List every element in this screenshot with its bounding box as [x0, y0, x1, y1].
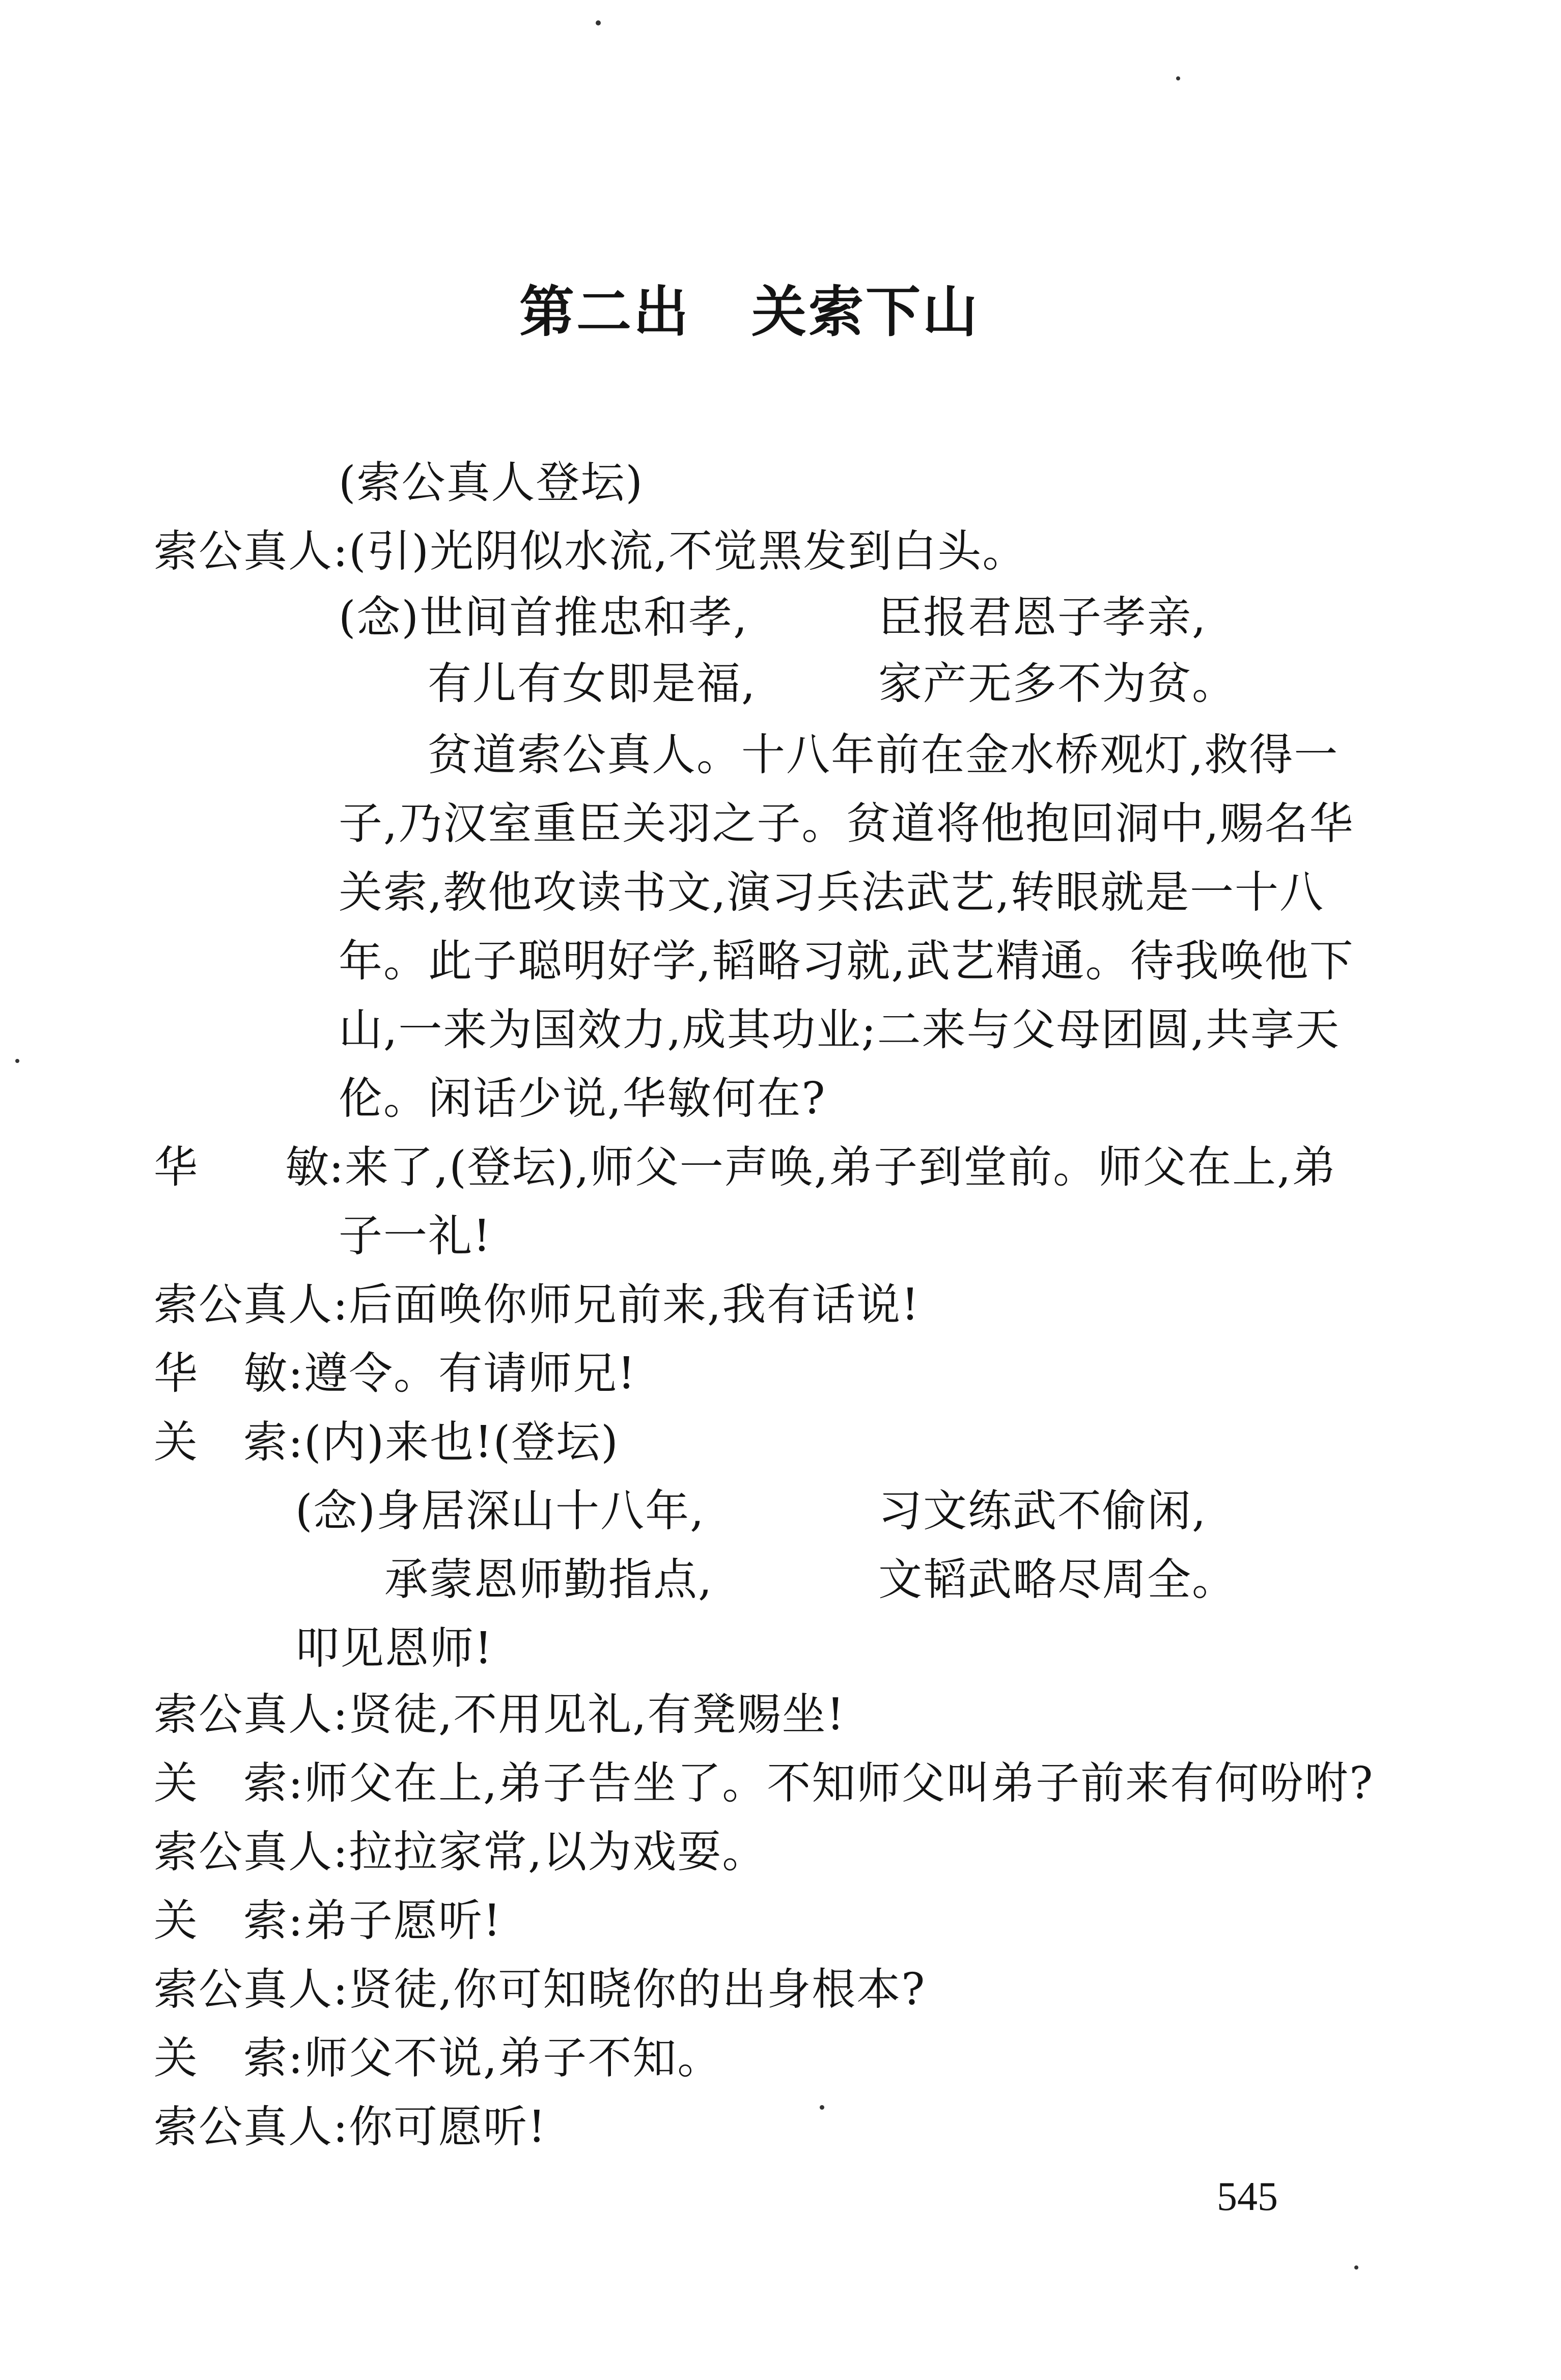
prose-line: 年。此子聪明好学,韬略习就,武艺精通。待我唤他下	[339, 936, 1354, 987]
dialogue-line: 索公真人:贤徒,不用见礼,有凳赐坐!	[154, 1689, 846, 1740]
prose-line: 伦。闲话少说,华敏何在?	[339, 1073, 826, 1124]
speaker-name: 敏	[285, 1142, 329, 1193]
prose-line: 贫道索公真人。十八年前在金水桥观灯,救得一	[428, 730, 1339, 780]
verse-line: 有儿有女即是福,	[428, 658, 757, 709]
dialogue-line: 关 索:师父在上,弟子告坐了。不知师父叫弟子前来有何吩咐?	[154, 1758, 1374, 1809]
verse-line: 承蒙恩师勤指点,	[384, 1554, 713, 1605]
chapter-name: 关索下山	[751, 281, 980, 344]
dialogue-line: 华 敏:遵令。有请师兄!	[154, 1348, 636, 1399]
dialogue-line: 索公真人:后面唤你师兄前来,我有话说!	[154, 1279, 920, 1330]
dialogue-line: 索公真人:拉拉家常,以为戏耍。	[154, 1827, 767, 1878]
scan-speck	[820, 2105, 824, 2110]
dialogue-line: 关 索:师父不说,弟子不知。	[154, 2033, 722, 2084]
dialogue-line: 索公真人:你可愿听!	[154, 2102, 547, 2152]
scan-speck	[15, 1059, 19, 1063]
stage-direction-enter: (索公真人登坛)	[339, 457, 644, 508]
prose-line: 子,乃汉室重臣关羽之子。贫道将他抱回洞中,赐名华	[339, 798, 1354, 849]
dialogue-line: 索公真人:(引)光阴似水流,不觉黑发到白头。	[154, 526, 1027, 577]
dialogue-line: :来了,(登坛),师父一声唤,弟子到堂前。师父在上,弟	[329, 1142, 1337, 1193]
speaker-name: 华	[154, 1142, 198, 1193]
dialogue-line: 叩见恩师!	[295, 1623, 493, 1674]
dialogue-line: 索公真人:贤徒,你可知晓你的出身根本?	[154, 1964, 926, 2015]
chapter-number: 第二出	[519, 281, 691, 344]
scan-speck	[1176, 76, 1180, 80]
verse-line: 臣报君恩子孝亲,	[878, 592, 1207, 643]
dialogue-line: 子一礼!	[339, 1211, 492, 1262]
dialogue-line: 关 索:弟子愿听!	[154, 1895, 502, 1946]
verse-line: 文韬武略尽周全。	[878, 1554, 1237, 1605]
verse-line: (念)世间首推忠和孝,	[339, 592, 748, 643]
verse-line: 家产无多不为贫。	[878, 658, 1237, 709]
page-number: 545	[1217, 2174, 1278, 2219]
prose-line: 关索,教他攻读书文,演习兵法武艺,转眼就是一十八	[339, 867, 1325, 918]
chapter-title	[519, 281, 980, 344]
verse-line: (念)身居深山十八年,	[295, 1486, 705, 1536]
scan-speck	[596, 20, 601, 25]
scan-speck	[1354, 2265, 1358, 2270]
dialogue-line: 关 索:(内)来也!(登坛)	[154, 1417, 619, 1468]
verse-line: 习文练武不偷闲,	[878, 1486, 1207, 1536]
prose-line: 山,一来为国效力,成其功业;二来与父母团圆,共享天	[339, 1004, 1340, 1055]
